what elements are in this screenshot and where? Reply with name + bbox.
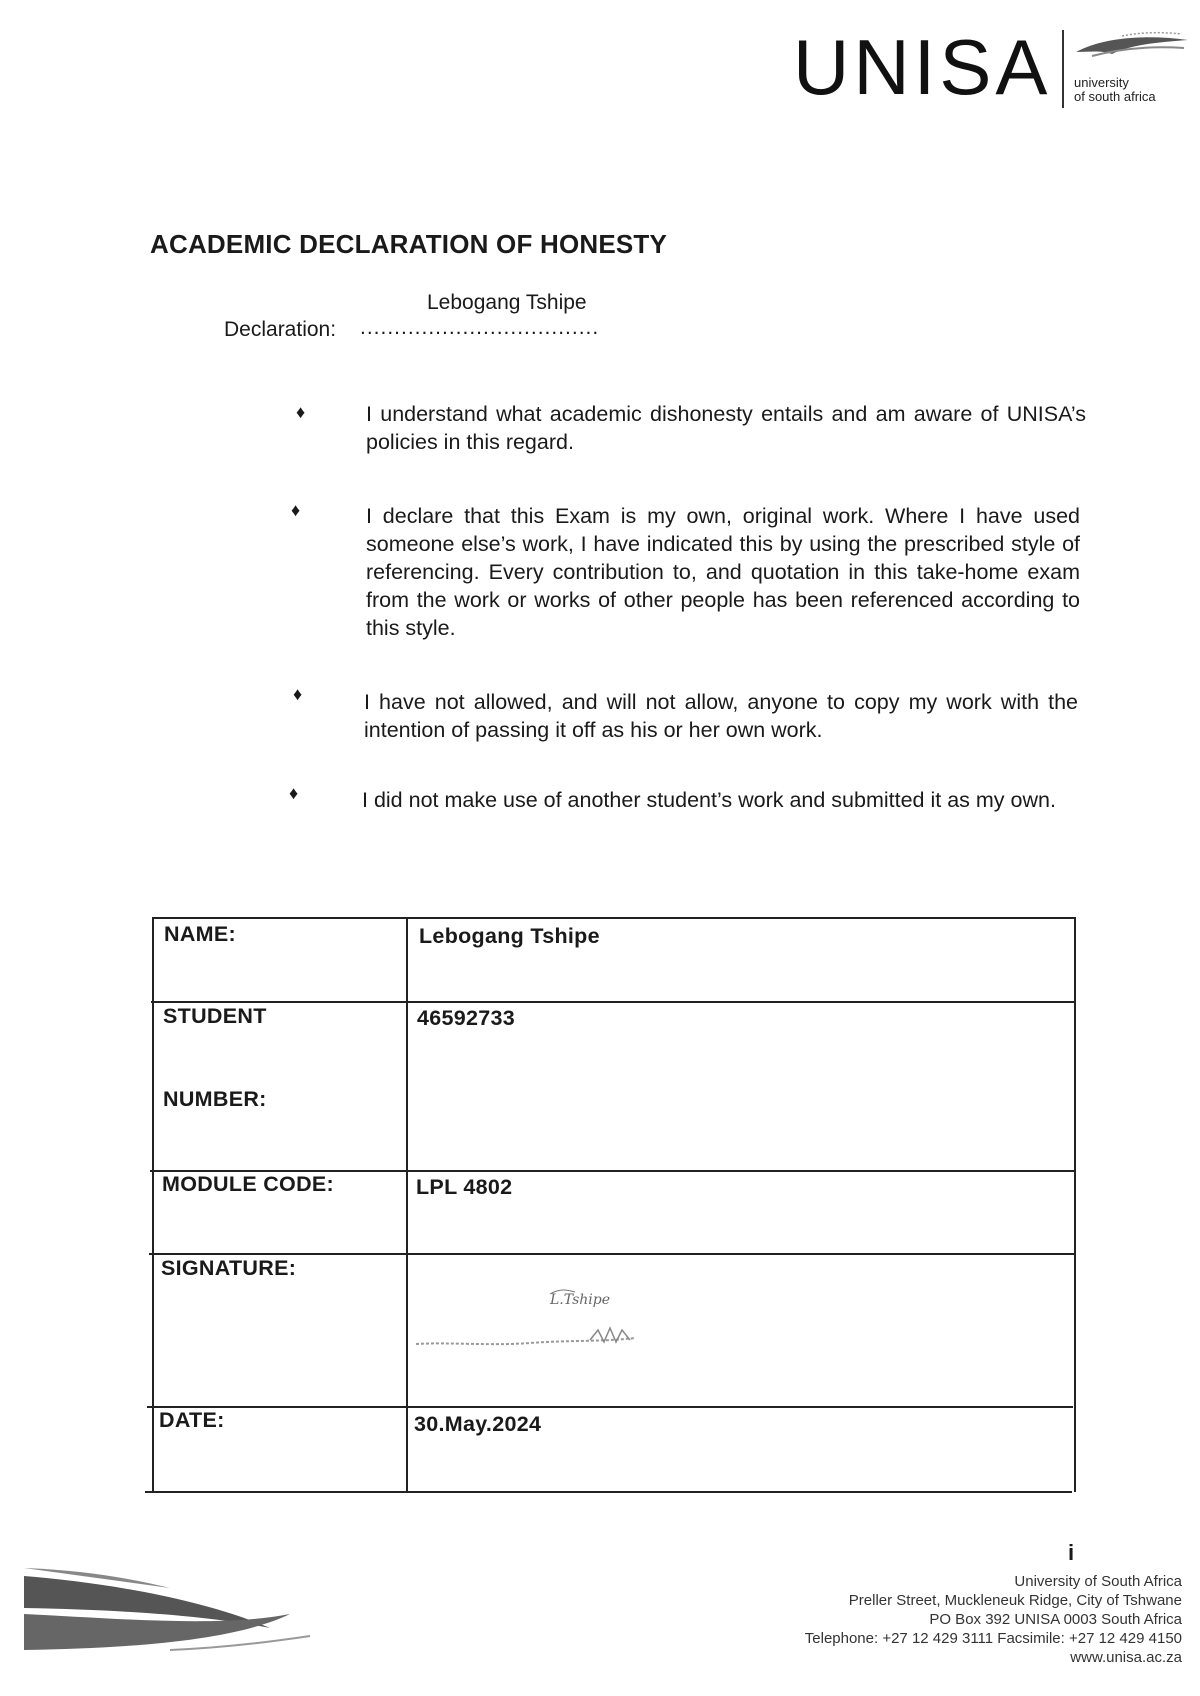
number-label: NUMBER: <box>163 1087 267 1111</box>
declared-name: Lebogang Tshipe <box>427 291 587 314</box>
unisa-wing-icon <box>1072 30 1190 60</box>
statement-4: I did not make use of another student’s work and submitted it as my own. <box>362 788 1056 812</box>
table-rule <box>151 1001 1076 1003</box>
footer-address <box>805 1572 1182 1667</box>
declaration-dots: ................................... <box>360 316 600 339</box>
signature-text: L.Tshipe <box>550 1292 610 1308</box>
table-rule <box>152 917 1076 919</box>
module-code-label: MODULE CODE: <box>162 1172 335 1196</box>
name-value: Lebogang Tshipe <box>419 924 600 948</box>
footer-line1: University of South Africa <box>1014 1573 1182 1590</box>
table-rule <box>149 1253 1074 1255</box>
statement-3: I have not allowed, and will not allow, anyone to copy my work with the intention of passing it off as his or her own work. <box>364 690 1078 742</box>
page-title: ACADEMIC DECLARATION OF HONESTY <box>150 229 668 259</box>
signature-label: SIGNATURE: <box>161 1256 297 1280</box>
unisa-wave-icon <box>20 1558 310 1654</box>
bullet-icon: ♦ <box>293 684 303 704</box>
declaration-label: Declaration: <box>224 318 337 341</box>
logo-sub-line1: university <box>1074 75 1129 90</box>
date-value: 30.May.2024 <box>414 1412 542 1436</box>
footer-line2: Preller Street, Muckleneuk Ridge, City of Tshwane <box>848 1592 1182 1609</box>
statement-2: I declare that this Exam is my own, original work. Where I have used someone else’s work, I have indicated this by using the prescribed style of referencing. Every contribution to, and quotation in this take-home exam from the work or works of other people has been referenced according to this style. <box>366 504 1080 640</box>
bullet-icon: ♦ <box>289 783 299 803</box>
logo-divider <box>1062 30 1064 108</box>
module-code-value: LPL 4802 <box>416 1175 513 1199</box>
table-rule <box>406 917 408 1492</box>
table-rule <box>1074 917 1076 1492</box>
footer-line4: Telephone: +27 12 429 3111 Facsimile: +27 12 429 4150 <box>804 1630 1182 1647</box>
table-rule <box>147 1406 1073 1408</box>
student-label: STUDENT <box>163 1004 267 1028</box>
logo-subtitle <box>1074 76 1156 104</box>
footer-line3: PO Box 392 UNISA 0003 South Africa <box>929 1611 1182 1628</box>
bullet-icon: ♦ <box>291 500 301 520</box>
student-number-value: 46592733 <box>417 1006 516 1030</box>
footer-website: www.unisa.ac.za <box>1070 1649 1182 1666</box>
table-rule <box>145 1491 1072 1493</box>
table-rule <box>152 917 154 1492</box>
logo-sub-line2: of south africa <box>1074 89 1156 104</box>
signature <box>410 1278 670 1363</box>
date-label: DATE: <box>159 1408 225 1432</box>
statement-1: I understand what academic dishonesty entails and am aware of UNISA’s policies in this regard. <box>366 402 1086 454</box>
bullet-icon: ♦ <box>296 402 306 422</box>
unisa-wordmark: UNISA <box>793 23 1052 111</box>
name-label: NAME: <box>164 922 236 946</box>
page-number: i <box>1068 1540 1075 1565</box>
